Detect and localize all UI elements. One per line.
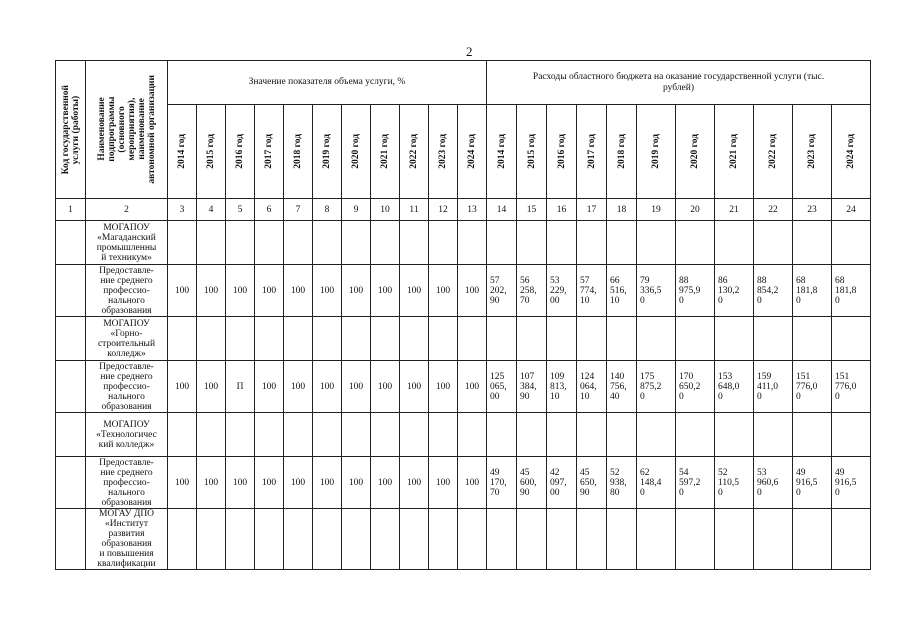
- volume-value: 100: [197, 361, 226, 413]
- expense-value: 109 813, 10: [547, 361, 577, 413]
- volume-value: [429, 413, 458, 457]
- volume-year-header-label: 2019 год: [322, 134, 332, 169]
- expense-value: [754, 317, 793, 361]
- column-number: 3: [168, 199, 197, 221]
- volume-value: [371, 413, 400, 457]
- volume-value: 100: [313, 265, 342, 317]
- expense-value: [715, 413, 754, 457]
- volume-value: [226, 509, 255, 570]
- expense-value: 68 181,8 0: [832, 265, 871, 317]
- expense-value: [637, 413, 676, 457]
- expense-year-header-label: 2022 год: [768, 134, 778, 169]
- volume-value: [168, 509, 197, 570]
- service-row: [56, 265, 871, 317]
- header-code-label: Код государственной услуги (работы): [60, 84, 81, 175]
- expense-value: [754, 221, 793, 265]
- volume-value: [400, 221, 429, 265]
- volume-value: [342, 509, 371, 570]
- expense-value: 49 170, 70: [487, 457, 517, 509]
- volume-year-header: [284, 105, 313, 199]
- expense-year-header: [715, 105, 754, 199]
- expense-value: [487, 509, 517, 570]
- volume-value: 100: [197, 457, 226, 509]
- volume-value: [255, 413, 284, 457]
- expense-year-header-label: 2015 год: [526, 134, 537, 169]
- volume-value: 100: [458, 457, 487, 509]
- code-cell: [56, 265, 86, 317]
- volume-value: [168, 413, 197, 457]
- volume-value: 100: [284, 265, 313, 317]
- volume-value: [168, 317, 197, 361]
- expense-value: 54 597,2 0: [676, 457, 715, 509]
- expense-value: [607, 317, 637, 361]
- volume-value: [313, 509, 342, 570]
- volume-year-header-label: 2016 год: [235, 134, 245, 169]
- volume-value: 100: [342, 361, 371, 413]
- expense-value: [832, 509, 871, 570]
- volume-value: 100: [342, 265, 371, 317]
- column-number: 2: [86, 199, 168, 221]
- expense-year-header: [637, 105, 676, 199]
- volume-value: 100: [284, 457, 313, 509]
- expense-value: 49 916,5 0: [832, 457, 871, 509]
- expense-value: 49 916,5 0: [793, 457, 832, 509]
- service-name: Предоставле- ние среднего профессио- нального образования: [86, 361, 168, 413]
- expense-value: [517, 317, 547, 361]
- expense-value: 57 774, 10: [577, 265, 607, 317]
- expense-value: 159 411,0 0: [754, 361, 793, 413]
- expense-year-header-label: 2021 год: [729, 134, 739, 169]
- volume-value: [284, 509, 313, 570]
- service-name: Предоставле- ние среднего профессио- нального образования: [86, 457, 168, 509]
- service-row: [56, 361, 871, 413]
- volume-value: [371, 317, 400, 361]
- volume-value: 100: [429, 265, 458, 317]
- volume-value: [458, 509, 487, 570]
- organization-name: МОГАУ ДПО «Институт развития образования и повышения квалификации: [86, 509, 168, 570]
- volume-value: 100: [168, 457, 197, 509]
- column-number: 20: [676, 199, 715, 221]
- expense-value: 124 064, 10: [577, 361, 607, 413]
- expense-year-header: [754, 105, 793, 199]
- volume-value: [255, 509, 284, 570]
- volume-value: [197, 317, 226, 361]
- column-number: 5: [226, 199, 255, 221]
- volume-year-header-label: 2021 год: [380, 134, 390, 169]
- volume-year-header-label: 2024 год: [467, 134, 477, 169]
- expense-value: [547, 509, 577, 570]
- volume-value: [284, 221, 313, 265]
- expense-value: [487, 413, 517, 457]
- expense-value: [487, 221, 517, 265]
- volume-year-header: [313, 105, 342, 199]
- column-number: 6: [255, 199, 284, 221]
- expense-value: [547, 221, 577, 265]
- expense-value: [637, 221, 676, 265]
- volume-value: [458, 413, 487, 457]
- expense-value: 151 776,0 0: [832, 361, 871, 413]
- column-number: 14: [487, 199, 517, 221]
- code-cell: [56, 509, 86, 570]
- expense-year-header-label: 2024 год: [846, 134, 856, 169]
- volume-year-header-label: 2018 год: [293, 134, 303, 169]
- code-cell: [56, 361, 86, 413]
- column-number: 15: [517, 199, 547, 221]
- expense-year-header: [607, 105, 637, 199]
- volume-value: [313, 413, 342, 457]
- volume-value: 100: [313, 361, 342, 413]
- service-name: Предоставле- ние среднего профессио- нального образования: [86, 265, 168, 317]
- expense-value: 52 110,5 0: [715, 457, 754, 509]
- expense-value: [676, 317, 715, 361]
- column-number: 9: [342, 199, 371, 221]
- volume-value: [197, 509, 226, 570]
- expense-value: 140 756, 40: [607, 361, 637, 413]
- volume-value: [458, 221, 487, 265]
- column-number: 18: [607, 199, 637, 221]
- volume-value: [342, 413, 371, 457]
- volume-value: [226, 413, 255, 457]
- volume-year-header: [400, 105, 429, 199]
- expense-year-header-label: 2014 год: [496, 134, 507, 169]
- volume-value: [458, 317, 487, 361]
- volume-value: [255, 221, 284, 265]
- expense-year-header: [676, 105, 715, 199]
- expense-value: 45 650, 90: [577, 457, 607, 509]
- code-cell: [56, 221, 86, 265]
- volume-value: 100: [371, 361, 400, 413]
- volume-value: 100: [400, 265, 429, 317]
- expense-year-header: [577, 105, 607, 199]
- organization-row: [56, 221, 871, 265]
- volume-year-header-label: 2020 год: [351, 134, 361, 169]
- volume-value: 100: [255, 361, 284, 413]
- volume-year-header: [255, 105, 284, 199]
- expense-value: 170 650,2 0: [676, 361, 715, 413]
- expense-value: [832, 221, 871, 265]
- volume-value: [313, 317, 342, 361]
- expense-value: [637, 317, 676, 361]
- volume-value: [400, 317, 429, 361]
- volume-value: 100: [313, 457, 342, 509]
- expense-value: [754, 509, 793, 570]
- expense-value: [676, 413, 715, 457]
- volume-value: 100: [458, 361, 487, 413]
- volume-value: [371, 221, 400, 265]
- expense-value: [577, 221, 607, 265]
- expense-value: [547, 317, 577, 361]
- expense-value: [577, 509, 607, 570]
- expense-value: [607, 413, 637, 457]
- column-number: 19: [637, 199, 676, 221]
- expense-value: 66 516, 10: [607, 265, 637, 317]
- volume-value: 100: [168, 361, 197, 413]
- column-number: 4: [197, 199, 226, 221]
- volume-value: [342, 317, 371, 361]
- volume-value: 100: [226, 265, 255, 317]
- expense-value: 53 229, 00: [547, 265, 577, 317]
- volume-value: 100: [168, 265, 197, 317]
- organization-name: МОГАПОУ «Магаданский промышленны й техникум»: [86, 221, 168, 265]
- expense-value: [715, 317, 754, 361]
- column-number: 10: [371, 199, 400, 221]
- expense-value: 53 960,6 0: [754, 457, 793, 509]
- volume-year-header: [342, 105, 371, 199]
- volume-value: [429, 221, 458, 265]
- column-number: 23: [793, 199, 832, 221]
- expense-value: [754, 413, 793, 457]
- column-number: 1: [56, 199, 86, 221]
- expense-value: [793, 317, 832, 361]
- expense-year-header-label: 2020 год: [690, 134, 700, 169]
- expense-value: [607, 509, 637, 570]
- volume-value: 100: [255, 457, 284, 509]
- volume-value: [284, 413, 313, 457]
- column-number: 17: [577, 199, 607, 221]
- expense-value: [832, 413, 871, 457]
- volume-value: [168, 221, 197, 265]
- expense-value: [793, 509, 832, 570]
- expense-value: [715, 509, 754, 570]
- expense-value: [487, 317, 517, 361]
- volume-value: 100: [458, 265, 487, 317]
- volume-value: П: [226, 361, 255, 413]
- column-number: 7: [284, 199, 313, 221]
- expense-value: 56 258, 70: [517, 265, 547, 317]
- expense-value: 175 875,2 0: [637, 361, 676, 413]
- expense-value: 151 776,0 0: [793, 361, 832, 413]
- expense-value: 52 938, 80: [607, 457, 637, 509]
- expense-year-header-label: 2018 год: [616, 134, 627, 169]
- expense-year-header-label: 2016 год: [556, 134, 567, 169]
- column-number: 12: [429, 199, 458, 221]
- volume-value: 100: [400, 457, 429, 509]
- volume-value: [255, 317, 284, 361]
- expense-value: 79 336,5 0: [637, 265, 676, 317]
- volume-year-header-label: 2023 год: [438, 134, 448, 169]
- expense-value: 153 648,0 0: [715, 361, 754, 413]
- expense-year-header-label: 2017 год: [586, 134, 597, 169]
- volume-year-header: [168, 105, 197, 199]
- expense-value: 88 975,9 0: [676, 265, 715, 317]
- column-number: 8: [313, 199, 342, 221]
- column-number: 24: [832, 199, 871, 221]
- expense-value: 42 097, 00: [547, 457, 577, 509]
- volume-value: 100: [371, 457, 400, 509]
- expense-value: 88 854,2 0: [754, 265, 793, 317]
- data-table: [55, 60, 871, 570]
- expense-value: [577, 317, 607, 361]
- volume-value: [313, 221, 342, 265]
- expense-value: [676, 509, 715, 570]
- code-cell: [56, 317, 86, 361]
- organization-row: [56, 509, 871, 570]
- header-name-label: Наименование подпрограммы (основного мероприятия), наименование автономной организации: [96, 75, 157, 184]
- column-number: 22: [754, 199, 793, 221]
- volume-value: [429, 509, 458, 570]
- expense-year-header: [547, 105, 577, 199]
- expense-value: [517, 221, 547, 265]
- header-code: [56, 61, 86, 199]
- volume-year-header: [371, 105, 400, 199]
- volume-value: [226, 317, 255, 361]
- organization-name: МОГАПОУ «Горно- строительный колледж»: [86, 317, 168, 361]
- expense-value: [676, 221, 715, 265]
- expense-year-header-label: 2023 год: [807, 134, 817, 169]
- volume-value: 100: [197, 265, 226, 317]
- volume-value: 100: [342, 457, 371, 509]
- organization-row: [56, 413, 871, 457]
- expense-value: [832, 317, 871, 361]
- code-cell: [56, 413, 86, 457]
- volume-value: 100: [400, 361, 429, 413]
- header-volume-group: Значение показателя объема услуги, %: [168, 61, 487, 105]
- header-expense-group: Расходы областного бюджета на оказание государственной услуги (тыс. рублей): [487, 61, 871, 105]
- organization-name: МОГАПОУ «Технологичес кий колледж»: [86, 413, 168, 457]
- expense-value: 107 384, 90: [517, 361, 547, 413]
- volume-value: 100: [371, 265, 400, 317]
- expense-value: [517, 413, 547, 457]
- expense-year-header: [832, 105, 871, 199]
- expense-value: [547, 413, 577, 457]
- volume-year-header: [429, 105, 458, 199]
- volume-value: 100: [255, 265, 284, 317]
- page-number: 2: [466, 44, 473, 59]
- volume-value: [284, 317, 313, 361]
- volume-value: 100: [429, 361, 458, 413]
- expense-value: 62 148,4 0: [637, 457, 676, 509]
- volume-value: [226, 221, 255, 265]
- volume-value: [400, 413, 429, 457]
- expense-value: [517, 509, 547, 570]
- expense-value: 45 600, 90: [517, 457, 547, 509]
- expense-value: 57 202, 90: [487, 265, 517, 317]
- volume-year-header-label: 2014 год: [177, 134, 187, 169]
- volume-value: [371, 509, 400, 570]
- expense-year-header-label: 2019 год: [651, 134, 661, 169]
- volume-year-header-label: 2022 год: [409, 134, 419, 169]
- volume-value: [429, 317, 458, 361]
- column-number: 16: [547, 199, 577, 221]
- volume-year-header: [197, 105, 226, 199]
- column-number: 11: [400, 199, 429, 221]
- volume-value: 100: [226, 457, 255, 509]
- expense-value: [637, 509, 676, 570]
- volume-value: [342, 221, 371, 265]
- volume-value: 100: [284, 361, 313, 413]
- volume-year-header-label: 2015 год: [206, 134, 216, 169]
- expense-year-header: [517, 105, 547, 199]
- expense-value: [577, 413, 607, 457]
- expense-value: 125 065, 00: [487, 361, 517, 413]
- header-name: [86, 61, 168, 199]
- organization-row: [56, 317, 871, 361]
- expense-value: [715, 221, 754, 265]
- column-number: 21: [715, 199, 754, 221]
- expense-year-header: [793, 105, 832, 199]
- volume-value: 100: [429, 457, 458, 509]
- volume-value: [197, 221, 226, 265]
- expense-value: 86 130,2 0: [715, 265, 754, 317]
- code-cell: [56, 457, 86, 509]
- column-number: 13: [458, 199, 487, 221]
- expense-value: [793, 221, 832, 265]
- volume-year-header: [458, 105, 487, 199]
- volume-value: [400, 509, 429, 570]
- volume-value: [197, 413, 226, 457]
- volume-year-header-label: 2017 год: [264, 134, 274, 169]
- expense-value: [793, 413, 832, 457]
- expense-value: [607, 221, 637, 265]
- volume-year-header: [226, 105, 255, 199]
- service-row: [56, 457, 871, 509]
- expense-value: 68 181,8 0: [793, 265, 832, 317]
- expense-year-header: [487, 105, 517, 199]
